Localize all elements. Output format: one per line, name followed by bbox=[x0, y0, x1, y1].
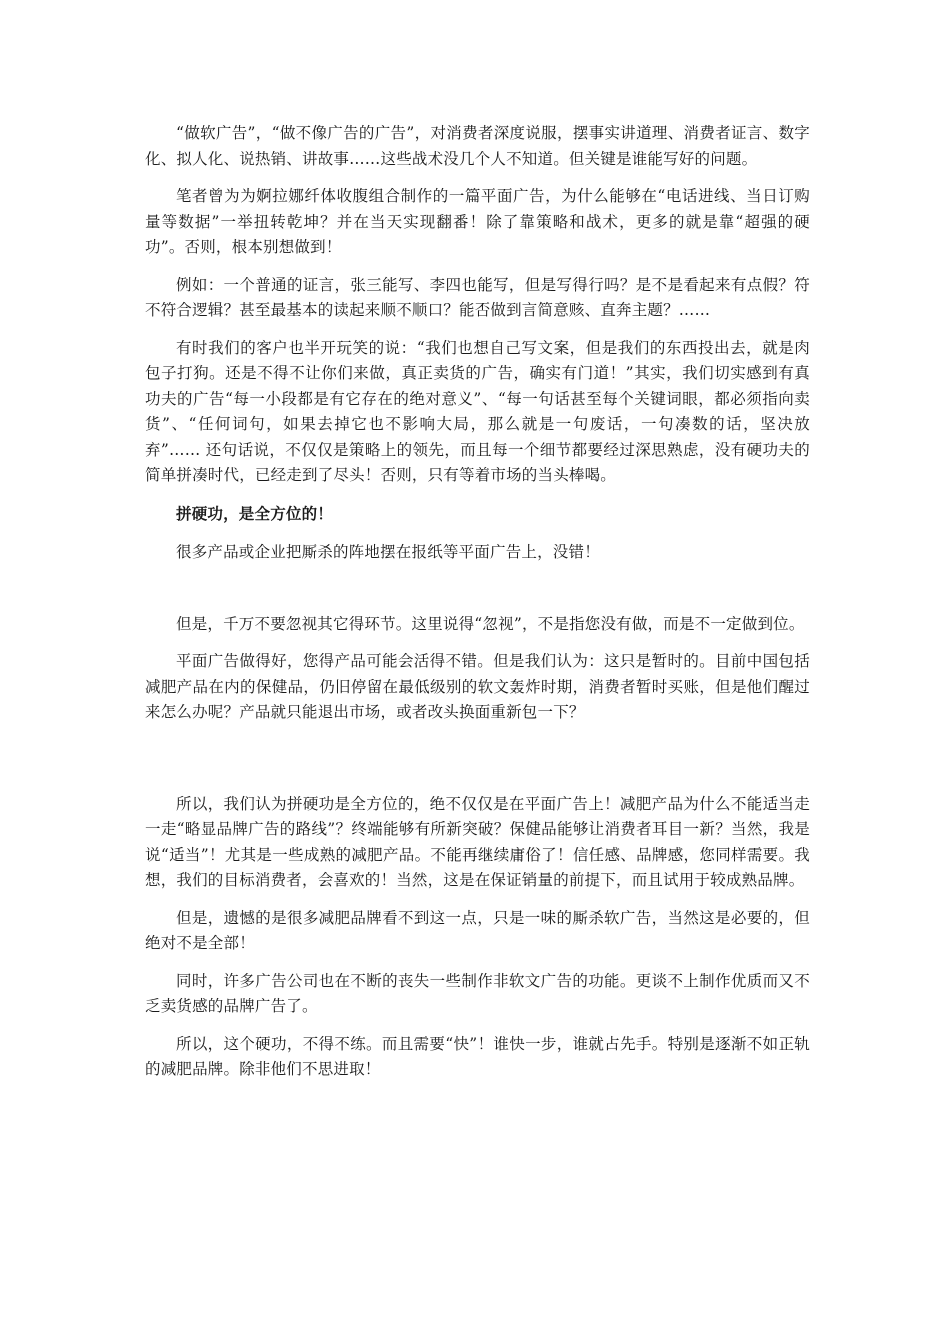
paragraph-temporary: 平面广告做得好，您得产品可能会活得不错。但是我们认为：这只是暂时的。目前中国包括减肥产品在内的保健品，仍旧停留在最低级别的软文轰炸时期，消费者暂时买账，但是他们醒过来怎么办呢？产品就只能退出市场，或者改头换面重新包一下？ bbox=[145, 652, 810, 721]
document-body bbox=[145, 121, 810, 1095]
paragraph-example: 例如：一个普通的证言，张三能写、李四也能写，但是写得行吗？是不是看起来有点假？符不符合逻辑？甚至最基本的读起来顺不顺口？能否做到言简意赅、直奔主题？…… bbox=[145, 275, 810, 319]
paragraph-regret: 但是，遗憾的是很多减肥品牌看不到这一点，只是一味的厮杀软广告，当然这是必要的，但绝对不是全部！ bbox=[145, 908, 810, 952]
section-heading: 拼硬功，是全方位的！ bbox=[176, 503, 334, 523]
paragraph-other-links: 但是，千万不要忽视其它得环节。这里说得“忽视”，不是指您没有做，而是不一定做到位。 bbox=[176, 614, 805, 633]
paragraph-conclusion: 所以，这个硬功，不得不练。而且需要“快”！谁快一步，谁就占先手。特别是逐渐不如正轨的减肥品牌。除非他们不思进取！ bbox=[145, 1034, 810, 1078]
paragraph-soft-ads: “做软广告”，“做不像广告的广告”，对消费者深度说服，摆事实讲道理、消费者证言、数字化、拟人化、说热销、讲故事……这些战术没几个人不知道。但关键是谁能写好的问题。 bbox=[145, 124, 810, 168]
paragraph-client-quote: 有时我们的客户也半开玩笑的说：“我们也想自己写文案，但是我们的东西投出去，就是肉包子打狗。还是不得不让你们来做，真正卖货的广告，确实有门道！”其实，我们切实感到有真功夫的广告“每一小段都是有它存在的绝对意义”、“每一句话甚至每个关键词眼，都必须指向卖货”、“任何词句，如果去掉它也不影响大局，那么就是一句废话，一句凑数的话，坚决放弃”…… 还句话说，不仅仅是策略上的领先，而且每一个细节都要经过深思熟虑，没有硬功夫的简单拼凑时代，已经走到了尽头！否则，只有等着市场的当头棒喝。 bbox=[145, 338, 810, 484]
paragraph-agencies: 同时，许多广告公司也在不断的丧失一些制作非软文广告的功能。更谈不上制作优质而又不乏卖货感的品牌广告了。 bbox=[145, 971, 810, 1015]
paragraph-all-round: 所以，我们认为拼硬功是全方位的，绝不仅仅是在平面广告上！减肥产品为什么不能适当走一走“略显品牌广告的路线”？终端能够有所新突破？保健品能够让消费者耳目一新？当然，我是说“适当”！尤其是一些成熟的减肥产品。不能再继续庸俗了！信任感、品牌感，您同样需要。我想，我们的目标消费者，会喜欢的！当然，这是在保证销量的前提下，而且试用于较成熟品牌。 bbox=[145, 794, 810, 889]
paragraph-print-ads: 很多产品或企业把厮杀的阵地摆在报纸等平面广告上，没错！ bbox=[176, 543, 600, 561]
paragraph-case-study: 笔者曾为为婀拉娜纤体收腹组合制作的一篇平面广告，为什么能够在“电话进线、当日订购量等数据”一举扭转乾坤？并在当天实现翻番！除了靠策略和战术，更多的就是靠“超强的硬功”。否则，根本别想做到！ bbox=[145, 187, 810, 256]
